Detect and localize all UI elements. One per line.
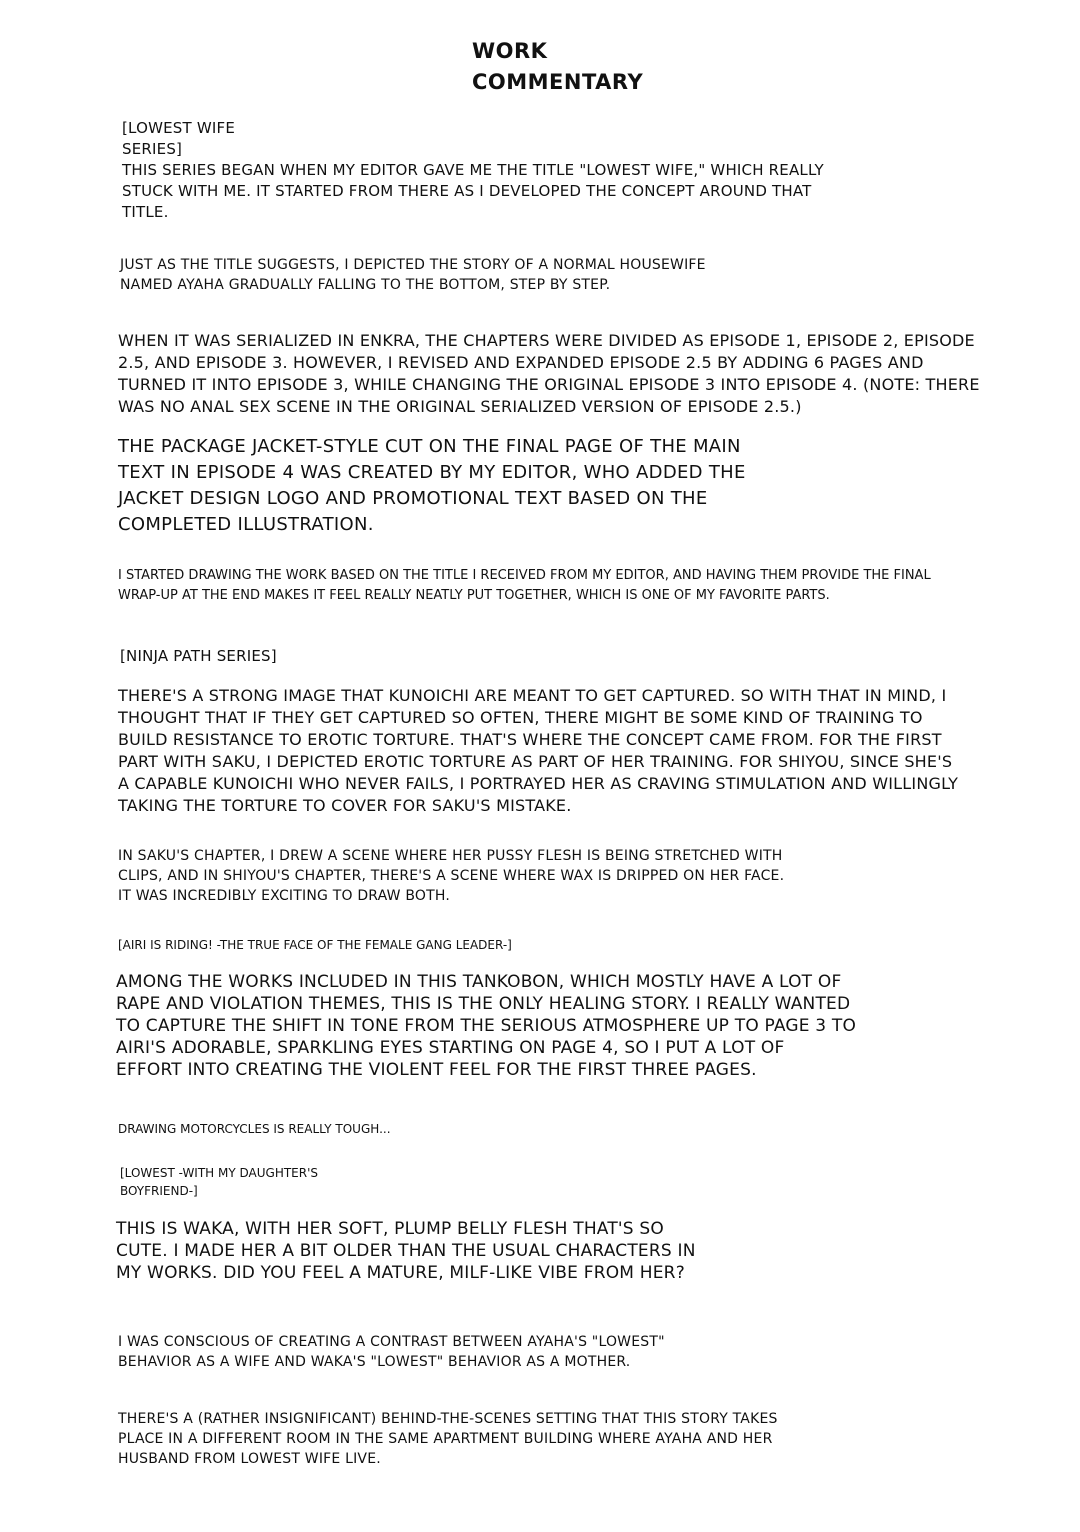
ninja-path-paragraph-1: THERE'S A STRONG IMAGE THAT KUNOICHI ARE MEANT TO GET CAPTURED. SO WITH THAT IN MIND, I THOUGHT THAT IF THEY GET CAPTURED SO OFTEN, THERE MIGHT BE SOME KIND OF TRAINING TO BUILD RESISTANCE TO EROTIC TORTURE. THAT'S WHERE THE CONCEPT CAME FROM. FOR THE FIRST PART WITH SAKU, I DEPICTED EROTIC TORTURE AS PART OF HER TRAINING. FOR SHIYOU, SINCE SHE'S A CAPABLE KUNOICHI WHO NEVER FAILS, I PORTRAYED HER AS CRAVING STIMULATION AND WILLINGLY TAKING THE TORTURE TO COVER FOR SAKU'S MISTAKE. (118, 686, 959, 815)
lowest-wife-paragraph-2: JUST AS THE TITLE SUGGESTS, I DEPICTED THE STORY OF A NORMAL HOUSEWIFE NAMED AYAHA GRADUALLY FALLING TO THE BOTTOM, STEP BY STEP. (120, 257, 706, 293)
daughter-paragraph-3: THERE'S A (RATHER INSIGNIFICANT) BEHIND-THE-SCENES SETTING THAT THIS STORY TAKES PLACE IN A DIFFERENT ROOM IN THE SAME APARTMENT BUILDING WHERE AYAHA AND HER HUSBAND FROM LOWEST WIFE LIVE. (118, 1411, 778, 1467)
lowest-wife-paragraph-1: THIS SERIES BEGAN WHEN MY EDITOR GAVE ME THE TITLE "LOWEST WIFE," WHICH REALLY STUCK WITH ME. IT STARTED FROM THERE AS I DEVELOPED THE CONCEPT AROUND THAT TITLE. (122, 161, 824, 221)
airi-paragraph-1: AMONG THE WORKS INCLUDED IN THIS TANKOBON, WHICH MOSTLY HAVE A LOT OF RAPE AND VIOLATION THEMES, THIS IS THE ONLY HEALING STORY. I REALLY WANTED TO CAPTURE THE SHIFT IN TONE FROM THE SERIOUS ATMOSPHERE UP TO PAGE 3 TO AIRI'S ADORABLE, SPARKLING EYES STARTING ON PAGE 4, SO I PUT A LOT OF EFFORT INTO CREATING THE VIOLENT FEEL FOR THE FIRST THREE PAGES. (116, 972, 857, 1080)
daughter-paragraph-1: THIS IS WAKA, WITH HER SOFT, PLUMP BELLY FLESH THAT'S SO CUTE. I MADE HER A BIT OLDER THAN THE USUAL CHARACTERS IN MY WORKS. DID YOU FEEL A MATURE, MILF-LIKE VIBE FROM HER? (116, 1219, 696, 1283)
page-title: WORK COMMENTARY (472, 39, 644, 94)
daughter-heading: [LOWEST -WITH MY DAUGHTER'S BOYFRIEND-] (120, 1166, 319, 1198)
airi-paragraph-2: DRAWING MOTORCYCLES IS REALLY TOUGH... (118, 1122, 391, 1136)
lowest-wife-heading: [LOWEST WIFE SERIES] (122, 119, 236, 158)
ninja-path-heading: [NINJA PATH SERIES] (120, 647, 277, 665)
ninja-path-paragraph-2: IN SAKU'S CHAPTER, I DREW A SCENE WHERE HER PUSSY FLESH IS BEING STRETCHED WITH CLIPS, AND IN SHIYOU'S CHAPTER, THERE'S A SCENE WHERE WAX IS DRIPPED ON HER FACE. IT WAS INCREDIBLY EXCITING TO DRAW BOTH. (118, 848, 785, 904)
lowest-wife-paragraph-3: WHEN IT WAS SERIALIZED IN ENKRA, THE CHAPTERS WERE DIVIDED AS EPISODE 1, EPISODE 2, EPISODE 2.5, AND EPISODE 3. HOWEVER, I REVISED AND EXPANDED EPISODE 2.5 BY ADDING 6 PAGES AND TURNED IT INTO EPISODE 3, WHILE CHANGING THE ORIGINAL EPISODE 3 INTO EPISODE 4. (NOTE: THERE WAS NO ANAL SEX SCENE IN THE ORIGINAL SERIALIZED VERSION OF EPISODE 2.5.) (118, 331, 980, 416)
daughter-paragraph-2: I WAS CONSCIOUS OF CREATING A CONTRAST BETWEEN AYAHA'S "LOWEST" BEHAVIOR AS A WIFE AND WAKA'S "LOWEST" BEHAVIOR AS A MOTHER. (118, 1334, 665, 1370)
airi-heading: [AIRI IS RIDING! -THE TRUE FACE OF THE FEMALE GANG LEADER-] (118, 938, 512, 952)
lowest-wife-paragraph-5: I STARTED DRAWING THE WORK BASED ON THE TITLE I RECEIVED FROM MY EDITOR, AND HAVING THEM PROVIDE THE FINAL WRAP-UP AT THE END MAKES IT FEEL REALLY NEATLY PUT TOGETHER, WHICH IS ONE OF MY FAVORITE PARTS. (118, 568, 931, 603)
lowest-wife-paragraph-4: THE PACKAGE JACKET-STYLE CUT ON THE FINAL PAGE OF THE MAIN TEXT IN EPISODE 4 WAS CREATED BY MY EDITOR, WHO ADDED THE JACKET DESIGN LOGO AND PROMOTIONAL TEXT BASED ON THE COMPLETED ILLUSTRATION. (118, 436, 746, 535)
